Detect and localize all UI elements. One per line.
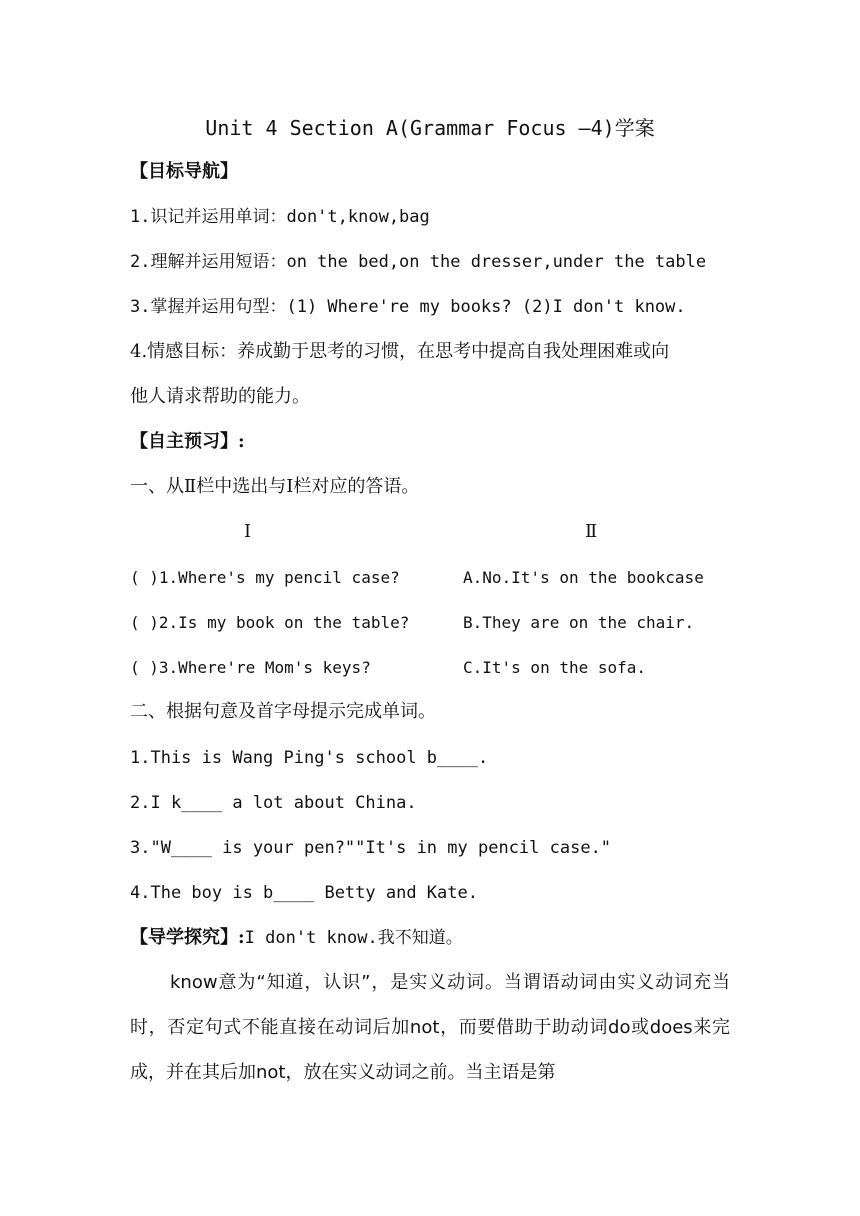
part1-instruction: 一、从Ⅱ栏中选出与Ⅰ栏对应的答语。 [130, 476, 420, 497]
explore-heading: 【导学探究】: [130, 927, 245, 948]
objective-item-4-continued: 他人请求帮助的能力。 [130, 386, 310, 407]
fill-item-3: 3."W____ is your pen?""It's in my pencil case." [130, 838, 612, 858]
part2-instruction: 二、根据句意及首字母提示完成单词。 [130, 701, 436, 722]
match-answer-a: A.No.It's on the bookcase [463, 568, 704, 587]
column-i-label: Ⅰ [244, 521, 252, 542]
fill-item-1: 1.This is Wang Ping's school b____. [130, 748, 489, 768]
explore-paragraph: know意为“知道，认识”，是实义动词。当谓语动词由实义动词充当时，否定句式不能直接在动词后加not，而要借助于助动词do或does来完成，并在其后加not，放在实义动词之前。当主语是第 [130, 972, 730, 1083]
match-answer-b: B.They are on the chair. [463, 613, 695, 632]
match-question-1: ( )1.Where's my pencil case? [130, 568, 400, 587]
fill-item-4: 4.The boy is b____ Betty and Kate. [130, 883, 478, 903]
objectives-heading: 【目标导航】 [130, 161, 238, 182]
match-question-3: ( )3.Where're Mom's keys? [130, 658, 371, 677]
match-answer-c: C.It's on the sofa. [463, 658, 647, 677]
objective-item-3: 3.掌握并运用句型：(1) Where're my books? (2)I don't know. [130, 297, 686, 317]
column-ii-label: Ⅱ [585, 521, 598, 542]
explore-line [130, 926, 730, 950]
preview-heading: 【自主预习】: [130, 431, 245, 452]
explore-sentence: I don't know.我不知道。 [244, 928, 463, 948]
match-question-2: ( )2.Is my book on the table? [130, 613, 410, 632]
document-title: Unit 4 Section A(Grammar Focus —4)学案 [205, 116, 655, 140]
fill-item-2: 2.I k____ a lot about China. [130, 793, 417, 813]
objective-item-4: 4.情感目标：养成勤于思考的习惯，在思考中提高自我处理困难或向 [130, 341, 670, 362]
objective-item-2: 2.理解并运用短语：on the bed,on the dresser,under the table [130, 252, 707, 272]
objective-item-1: 1.识记并运用单词：don't,know,bag [130, 207, 430, 227]
